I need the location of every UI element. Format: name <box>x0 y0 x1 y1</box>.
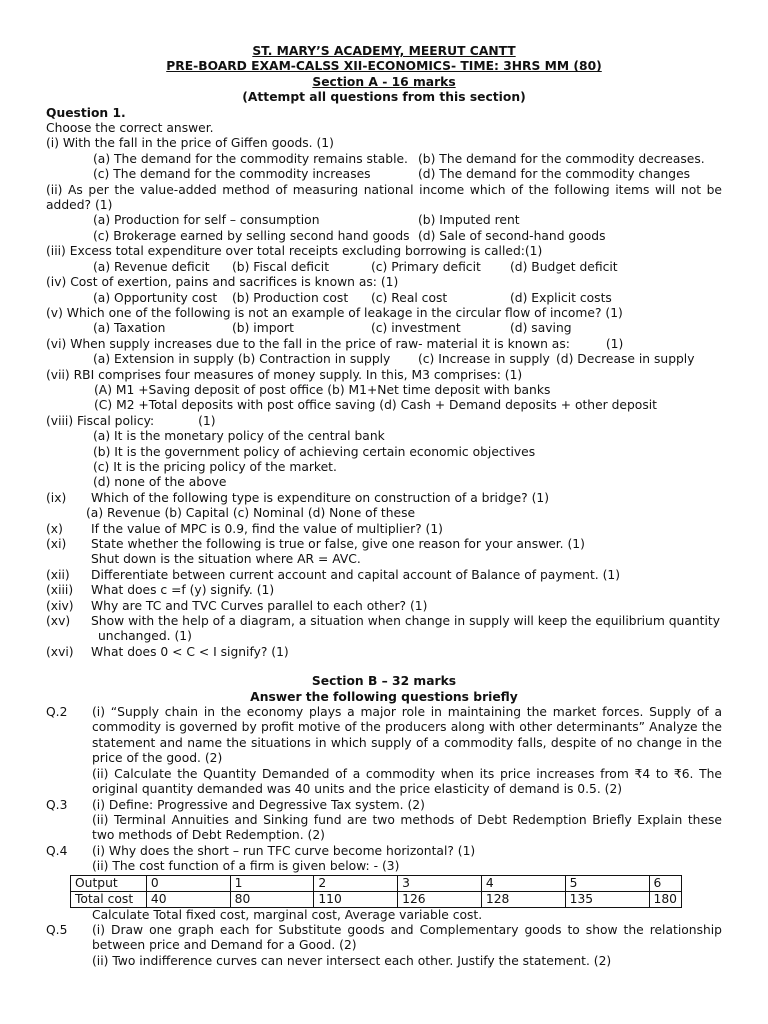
table-cell: 1 <box>230 875 314 891</box>
q1-iv-options <box>46 291 722 306</box>
option-b: (b) Fiscal deficit <box>232 259 330 274</box>
section-b-title: Section B – 32 marks <box>311 674 457 689</box>
table-cell: 2 <box>314 875 398 891</box>
q1-xi-stem-2: Shut down is the situation where AR = AVC. <box>91 552 361 567</box>
q2-label: Q.2 <box>46 705 68 720</box>
q2-part-i: (i) “Supply chain in the economy plays a major role in maintaining the market forces. Supply of a commodity is governed by profit motive of the producers along with other determinants” Analyze the statement and name the situations in which supply of a commodity falls, despite of no change in the price of the good. (2) <box>92 705 722 766</box>
section-a-title: Section A - 16 marks <box>312 74 456 89</box>
q1-viii-stem-row <box>46 414 722 429</box>
table-row-total-cost <box>71 891 682 907</box>
q1-xi <box>46 537 722 552</box>
q3-part-ii: (ii) Terminal Annuities and Sinking fund are two methods of Debt Redemption Briefly Explain these two methods of Debt Redemption. (2) <box>92 812 722 843</box>
q5-part-ii: (ii) Two indifference curves can never intersect each other. Justify the statement. (2) <box>92 953 612 968</box>
section-a-note: (Attempt all questions from this section) <box>242 90 526 105</box>
question-4 <box>46 844 722 875</box>
q1-v-stem: (v) Which one of the following is not an example of leakage in the circular flow of income? (1) <box>46 305 623 320</box>
q1-i-options-ab <box>46 152 722 167</box>
q1-ix-label: (ix) <box>46 490 67 505</box>
q1-i-stem: (i) With the fall in the price of Giffen goods. (1) <box>46 136 334 151</box>
q1-iv-stem: (iv) Cost of exertion, pains and sacrifices is known as: (1) <box>46 275 399 290</box>
q4-after-table: Calculate Total fixed cost, marginal cost, Average variable cost. <box>92 907 483 922</box>
q1-xvi <box>46 645 722 660</box>
option-a: (a) Production for self – consumption <box>93 213 320 228</box>
q1-xiv <box>46 599 722 614</box>
table-cell: 0 <box>146 875 230 891</box>
option-a: (a) Revenue deficit <box>93 259 210 274</box>
q1-v-options <box>46 321 722 336</box>
q1-viii-stem: (viii) Fiscal policy: <box>46 413 155 428</box>
option-a: (a) Opportunity cost <box>93 290 218 305</box>
q4-label: Q.4 <box>46 843 68 858</box>
table-cell: Total cost <box>71 891 147 907</box>
option-c: (c) Brokerage earned by selling second hand goods <box>93 228 410 243</box>
option-c: (c) Real cost <box>371 290 448 305</box>
q1-xiii-stem: What does c =f (y) signify. (1) <box>91 583 275 598</box>
q1-ii-stem: (ii) As per the value-added method of measuring national income which of the following items will not be added? (1) <box>46 182 722 213</box>
question-1-title: Question 1. <box>46 105 126 120</box>
q1-vi-stem-row <box>46 337 722 352</box>
q1-xiv-label: (xiv) <box>46 598 74 613</box>
q1-ix-options: (a) Revenue (b) Capital (c) Nominal (d) None of these <box>86 506 416 521</box>
q1-x <box>46 522 722 537</box>
table-cell: 4 <box>481 875 565 891</box>
exam-paper <box>46 44 722 969</box>
option-c: (c) It is the pricing policy of the market. <box>93 459 337 474</box>
question-1-instruction: Choose the correct answer. <box>46 121 214 136</box>
q1-iii-options <box>46 260 722 275</box>
option-d: (d) Decrease in supply <box>556 352 695 367</box>
option-c: (c) investment <box>371 321 461 336</box>
option-d: (d) The demand for the commodity changes <box>418 167 691 182</box>
q1-xi-label: (xi) <box>46 537 67 551</box>
table-cell: 128 <box>481 891 565 907</box>
q1-xiv-stem: Why are TC and TVC Curves parallel to each other? (1) <box>91 598 428 613</box>
q1-ii-options-ab <box>46 213 722 228</box>
q4-part-ii: (ii) The cost function of a firm is given below: - (3) <box>92 859 400 874</box>
table-cell: 180 <box>649 891 681 907</box>
table-cell: Output <box>71 875 147 891</box>
option-a: (a) It is the monetary policy of the central bank <box>93 429 385 444</box>
option-b: (b) Imputed rent <box>418 213 520 228</box>
q1-x-label: (x) <box>46 521 63 536</box>
q1-xvi-stem: What does 0 < C < I signify? (1) <box>91 644 289 659</box>
q1-xv-stem-2: unchanged. (1) <box>98 629 192 644</box>
table-cell: 80 <box>230 891 314 907</box>
question-5 <box>46 923 722 969</box>
option-a: (a) Taxation <box>93 321 166 336</box>
q3-part-i: (i) Define: Progressive and Degressive Tax system. (2) <box>92 797 425 812</box>
option-b: (b) It is the government policy of achieving certain economic objectives <box>93 444 536 459</box>
option-d: (d) Budget deficit <box>510 259 618 274</box>
q1-ix <box>46 491 722 506</box>
q1-xv <box>46 614 722 629</box>
option-d: (d) saving <box>510 321 572 336</box>
q5-label: Q.5 <box>46 922 68 937</box>
q1-xii-label: (xii) <box>46 567 70 582</box>
q1-xv-stem: Show with the help of a diagram, a situation when change in supply will keep the equilibrium quantity <box>91 614 720 629</box>
q1-vii-options-ab: (A) M1 +Saving deposit of post office (b) M1+Net time deposit with banks <box>94 382 551 397</box>
q1-iii-stem: (iii) Excess total expenditure over total receipts excluding borrowing is called:(1) <box>46 244 543 259</box>
q1-xvi-label: (xvi) <box>46 644 74 659</box>
q1-ii-options-cd <box>46 229 722 244</box>
q1-vi-marks: (1) <box>605 336 624 351</box>
cost-table <box>70 875 682 908</box>
q1-xv-label: (xv) <box>46 614 71 629</box>
school-name: ST. MARY’S ACADEMY, MEERUT CANTT <box>252 44 516 58</box>
q1-xi-stem: State whether the following is true or false, give one reason for your answer. (1) <box>91 537 585 551</box>
q1-x-stem: If the value of MPC is 0.9, find the value of multiplier? (1) <box>91 521 443 536</box>
q1-ix-stem: Which of the following type is expenditure on construction of a bridge? (1) <box>91 490 549 505</box>
table-cell: 6 <box>649 875 681 891</box>
option-d: (d) none of the above <box>93 475 227 490</box>
option-b: (b) import <box>232 321 294 336</box>
q1-vii-stem: (vii) RBI comprises four measures of money supply. In this, M3 comprises: (1) <box>46 367 523 382</box>
table-row-output <box>71 875 682 891</box>
q1-xiii <box>46 583 722 598</box>
q1-xiii-label: (xiii) <box>46 583 74 598</box>
question-3 <box>46 798 722 844</box>
table-cell: 3 <box>398 875 482 891</box>
q1-i-options-cd <box>46 167 722 182</box>
table-cell: 110 <box>314 891 398 907</box>
q4-part-i: (i) Why does the short – run TFC curve become horizontal? (1) <box>92 843 476 858</box>
q2-part-ii: (ii) Calculate the Quantity Demanded of a commodity when its price increases from ₹4 to ₹6. The original quantity demanded was 40 units and the price elasticity of demand is 0.5. (2) <box>92 766 722 797</box>
q5-part-i: (i) Draw one graph each for Substitute goods and Complementary goods to show the relationship between price and Demand for a Good. (2) <box>92 922 722 953</box>
q1-vi-stem: (vi) When supply increases due to the fall in the price of raw- material it is known as: <box>46 336 570 351</box>
option-d: (d) Explicit costs <box>510 290 612 305</box>
table-cell: 5 <box>565 875 649 891</box>
q1-vii-options-cd: (C) M2 +Total deposits with post office saving (d) Cash + Demand deposits + other deposit <box>94 398 657 413</box>
question-2 <box>46 705 722 797</box>
table-cell: 135 <box>565 891 649 907</box>
option-ab: (a) Extension in supply (b) Contraction in supply <box>93 352 391 367</box>
q1-xii <box>46 568 722 583</box>
table-cell: 126 <box>398 891 482 907</box>
q1-viii-marks: (1) <box>198 413 216 428</box>
table-cell: 40 <box>146 891 230 907</box>
option-c: (c) Increase in supply <box>418 352 550 367</box>
exam-title: PRE-BOARD EXAM-CALSS XII-ECONOMICS- TIME: 3HRS MM (80) <box>166 59 602 74</box>
section-b-note: Answer the following questions briefly <box>250 689 518 704</box>
option-b: (b) The demand for the commodity decreases. <box>418 151 705 166</box>
q1-vi-options <box>46 352 722 367</box>
option-c: (c) The demand for the commodity increases <box>93 167 371 182</box>
q3-label: Q.3 <box>46 797 68 812</box>
option-a: (a) The demand for the commodity remains stable. <box>93 151 408 166</box>
option-d: (d) Sale of second-hand goods <box>418 228 606 243</box>
option-c: (c) Primary deficit <box>371 259 481 274</box>
q1-xii-stem: Differentiate between current account and capital account of Balance of payment. (1) <box>91 567 621 582</box>
option-b: (b) Production cost <box>232 290 349 305</box>
